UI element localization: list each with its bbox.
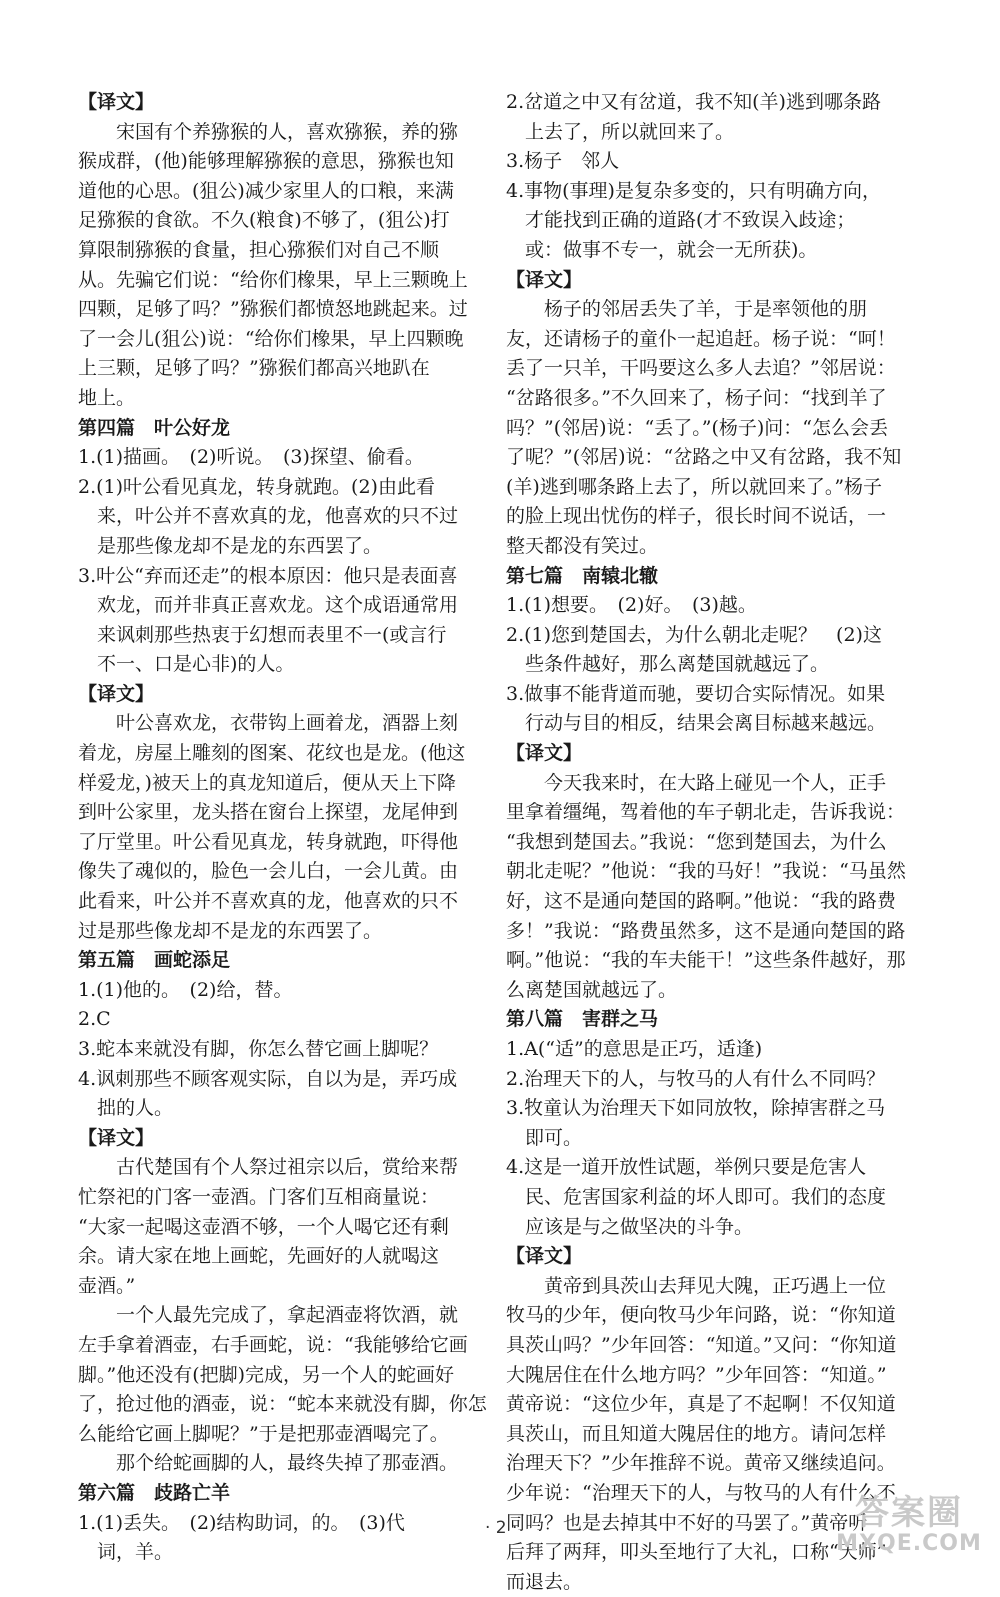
text-line: 从。先骗它们说：“给你们橡果，早上三颗晚上: [78, 268, 468, 291]
text-line: 过是那些像龙却不是龙的东西罢了。: [78, 919, 383, 942]
text-line: 宋国有个养猕猴的人，喜欢猕猴，养的猕: [78, 120, 459, 143]
text-line: 余。请大家在地上画蛇，先画好的人就喝这: [78, 1245, 440, 1268]
text-line: “我想到楚国去。”我说：“您到楚国去，为什么: [506, 830, 887, 853]
text-line: 叶公喜欢龙，衣带钩上画着龙，酒器上刻: [78, 712, 459, 735]
text-line: 同吗？也是去掉其中不好的马罢了。”黄帝听: [506, 1511, 868, 1534]
text-line: (羊)逃到哪条路上去了，所以就回来了。”杨子: [506, 475, 883, 498]
text-line: 具茨山吗？”少年回答：“知道。”又问：“你知道: [506, 1333, 897, 1356]
left-column: [78, 88, 486, 1568]
text-line: 而退去。: [506, 1570, 583, 1593]
text-line: 来，叶公并不喜欢真的龙，他喜欢的只不过: [78, 505, 459, 528]
text-line: 么离楚国就越远了。: [506, 978, 678, 1001]
text-line: 猴成群，(他)能够理解猕猴的意思，猕猴也知: [78, 150, 454, 173]
text-line: 1.(1)他的。 (2)给，替。: [78, 978, 293, 1001]
text-line: 应该是与之做坚决的斗争。: [506, 1215, 754, 1238]
text-line: 那个给蛇画脚的人，最终失掉了那壶酒。: [78, 1452, 459, 1475]
text-line: 后拜了两拜，叩头至地行了大礼，口称“天师”: [506, 1541, 887, 1564]
watermark-domain: MXQE.COM: [836, 1531, 982, 1556]
text-line: 2.(1)叶公看见真龙，转身就跑。(2)由此看: [78, 475, 435, 498]
watermark-text: 答案圈: [855, 1493, 963, 1533]
text-line: 4.事物(事理)是复杂多变的，只有明确方向，: [506, 179, 881, 202]
text-line: 么能给它画上脚呢？”于是把那壶酒喝完了。: [78, 1422, 449, 1445]
text-line: 足猕猴的食欲。不久(粮食)不够了，(狙公)打: [78, 209, 450, 232]
section-title: 第八篇 害群之马: [506, 1008, 659, 1031]
text-line: 了，抢过他的酒壶，说：“蛇本来就没有脚，你怎: [78, 1393, 487, 1416]
text-line: 牧马的少年，便向牧马少年问路，说：“你知道: [506, 1304, 896, 1327]
text-line: 上三颗，足够了吗？”猕猴们都高兴地趴在: [78, 357, 430, 380]
text-line: 上去了，所以就回来了。: [506, 120, 735, 143]
section-label: 【译文】: [78, 91, 155, 113]
text-line: 4.讽刺那些不顾客观实际，自以为是，弄巧成: [78, 1067, 458, 1090]
text-line: 里拿着缰绳，驾着他的车子朝北走，告诉我说：: [506, 801, 906, 824]
text-line: 像失了魂似的，脸色一会儿白，一会儿黄。由: [78, 860, 459, 883]
section-label: 【译文】: [506, 1245, 583, 1268]
text-line: 一个人最先完成了，拿起酒壶将饮酒，就: [78, 1304, 459, 1327]
text-line: 些条件越好，那么离楚国就越远了。: [506, 653, 830, 676]
text-line: 整天都没有笑过。: [506, 534, 659, 557]
text-line: 脚。”他还没有(把脚)完成，另一个人的蛇画好: [78, 1363, 455, 1386]
text-line: 或：做事不专一，就会一无所获)。: [506, 238, 818, 261]
text-line: “岔路很多。”不久回来了，杨子问：“找到羊了: [506, 386, 887, 409]
text-line: 样爱龙，)被天上的真龙知道后，便从天上下降: [78, 771, 456, 794]
text-line: 才能找到正确的道路(才不致误入歧途；: [506, 209, 856, 232]
text-line: 杨子的邻居丢失了羊，于是率领他的朋: [506, 298, 868, 321]
text-line: 3.做事不能背道而驰，要切合实际情况。如果: [506, 682, 886, 705]
text-line: 今天我来时，在大路上碰见一个人，正手: [506, 771, 887, 794]
text-line: 1.(1)描画。 (2)听说。 (3)探望、偷看。: [78, 446, 424, 469]
text-line: 是那些像龙却不是龙的东西罢了。: [78, 534, 383, 557]
section-title: 第五篇 画蛇添足: [78, 949, 231, 972]
section-title: 第六篇 歧路亡羊: [78, 1481, 231, 1504]
text-line: 3.牧童认为治理天下如同放牧，除掉害群之马: [506, 1097, 886, 1120]
text-line: 着龙，房屋上雕刻的图案、花纹也是龙。(他这: [78, 742, 466, 765]
section-label: 【译文】: [506, 268, 583, 291]
text-line: 黄帝说：“这位少年，真是了不起啊！不仅知道: [506, 1393, 896, 1416]
text-line: 3.杨子 邻人: [506, 150, 620, 173]
text-line: 朝北走呢？”他说：“我的马好！”我说：“马虽然: [506, 860, 906, 883]
section-title: 第七篇 南辕北辙: [506, 564, 659, 587]
text-line: 2.C: [78, 1008, 111, 1031]
page-number: · 2 ·: [485, 1518, 518, 1538]
text-line: 地上。: [78, 386, 136, 409]
text-line: 了一会儿(狙公)说：“给你们橡果，早上四颗晚: [78, 327, 464, 350]
text-line: 到叶公家里，龙头搭在窗台上探望，龙尾伸到: [78, 801, 459, 824]
text-line: 了呢？”(邻居)说：“岔路之中又有岔路，我不知: [506, 446, 902, 469]
text-line: 壶酒。”: [78, 1274, 136, 1297]
text-line: 2.(1)您到楚国去，为什么朝北走呢？ (2)这: [506, 623, 882, 646]
text-line: 具茨山，而且知道大隗居住的地方。请问怎样: [506, 1422, 887, 1445]
text-line: 4.这是一道开放性试题，举例只要是危害人: [506, 1156, 867, 1179]
text-line: 治理天下？”少年推辞不说。黄帝又继续追问。: [506, 1452, 896, 1475]
text-line: 啊。”他说：“我的车夫能干！”这些条件越好，那: [506, 949, 906, 972]
text-line: 拙的人。: [78, 1097, 174, 1120]
text-line: 欢龙，而并非真正喜欢龙。这个成语通常用: [78, 594, 459, 617]
text-line: 词，羊。: [78, 1541, 174, 1564]
text-line: 2.治理天下的人，与牧马的人有什么不同吗？: [506, 1067, 886, 1090]
text-line: 算限制猕猴的食量，担心猕猴们对自己不顺: [78, 238, 440, 261]
watermark-logo: [824, 1494, 994, 1562]
text-line: 来讽刺那些热衷于幻想而表里不一(或言行: [78, 623, 447, 646]
text-line: 少年说：“治理天下的人，与牧马的人有什么不: [506, 1481, 896, 1504]
text-line: “大家一起喝这壶酒不够，一个人喝它还有剩: [78, 1215, 449, 1238]
text-line: 3.蛇本来就没有脚，你怎么替它画上脚呢？: [78, 1038, 439, 1060]
text-line: 此看来，叶公并不喜欢真的龙，他喜欢的只不: [78, 890, 459, 913]
text-line: 吗？”(邻居)说：“丢了。”(杨子)问：“怎么会丢: [506, 416, 889, 439]
text-line: 古代楚国有个人祭过祖宗以后，赏给来帮: [78, 1156, 459, 1179]
text-line: 好，这不是通向楚国的路啊。”他说：“我的路费: [506, 890, 896, 913]
section-title: 第四篇 叶公好龙: [78, 416, 231, 439]
text-line: 行动与目的相反，结果会离目标越来越远。: [506, 712, 887, 735]
text-line: 2.岔道之中又有岔道，我不知(羊)逃到哪条路: [506, 91, 881, 113]
text-line: 不一、口是心非)的人。: [78, 653, 295, 676]
section-label: 【译文】: [78, 1126, 155, 1149]
text-line: 大隗居住在什么地方吗？”少年回答：“知道。”: [506, 1363, 887, 1386]
section-label: 【译文】: [78, 682, 155, 705]
section-label: 【译文】: [506, 742, 583, 765]
text-line: 1.(1)丢失。 (2)结构助词，的。 (3)代: [78, 1511, 405, 1534]
text-line: 四颗，足够了吗？”猕猴们都愤怒地跳起来。过: [78, 298, 468, 321]
text-line: 民、危害国家利益的坏人即可。我们的态度: [506, 1185, 887, 1208]
text-line: 忙祭祀的门客一壶酒。门客们互相商量说：: [78, 1185, 440, 1208]
text-line: 左手拿着酒壶，右手画蛇，说：“我能够给它画: [78, 1333, 468, 1356]
right-column: [506, 88, 914, 1597]
text-line: 了厅堂里。叶公看见真龙，转身就跑，吓得他: [78, 830, 459, 853]
text-line: 3.叶公“弃而还走”的根本原因：他只是表面喜: [78, 564, 458, 587]
text-line: 丢了一只羊，干吗要这么多人去追？”邻居说：: [506, 357, 896, 380]
text-line: 1.(1)想要。 (2)好。 (3)越。: [506, 594, 757, 617]
text-line: 1.A(“适”的意思是正巧，适逢): [506, 1038, 763, 1060]
text-line: 即可。: [506, 1126, 583, 1149]
text-line: 友，还请杨子的童仆一起追赶。杨子说：“呵！: [506, 327, 896, 350]
text-line: 的脸上现出忧伤的样子，很长时间不说话，一: [506, 505, 887, 528]
text-line: 道他的心思。(狙公)减少家里人的口粮，来满: [78, 179, 454, 202]
text-line: 多！”我说：“路费虽然多，这不是通向楚国的路: [506, 919, 906, 942]
text-line: 黄帝到具茨山去拜见大隗，正巧遇上一位: [506, 1274, 887, 1297]
